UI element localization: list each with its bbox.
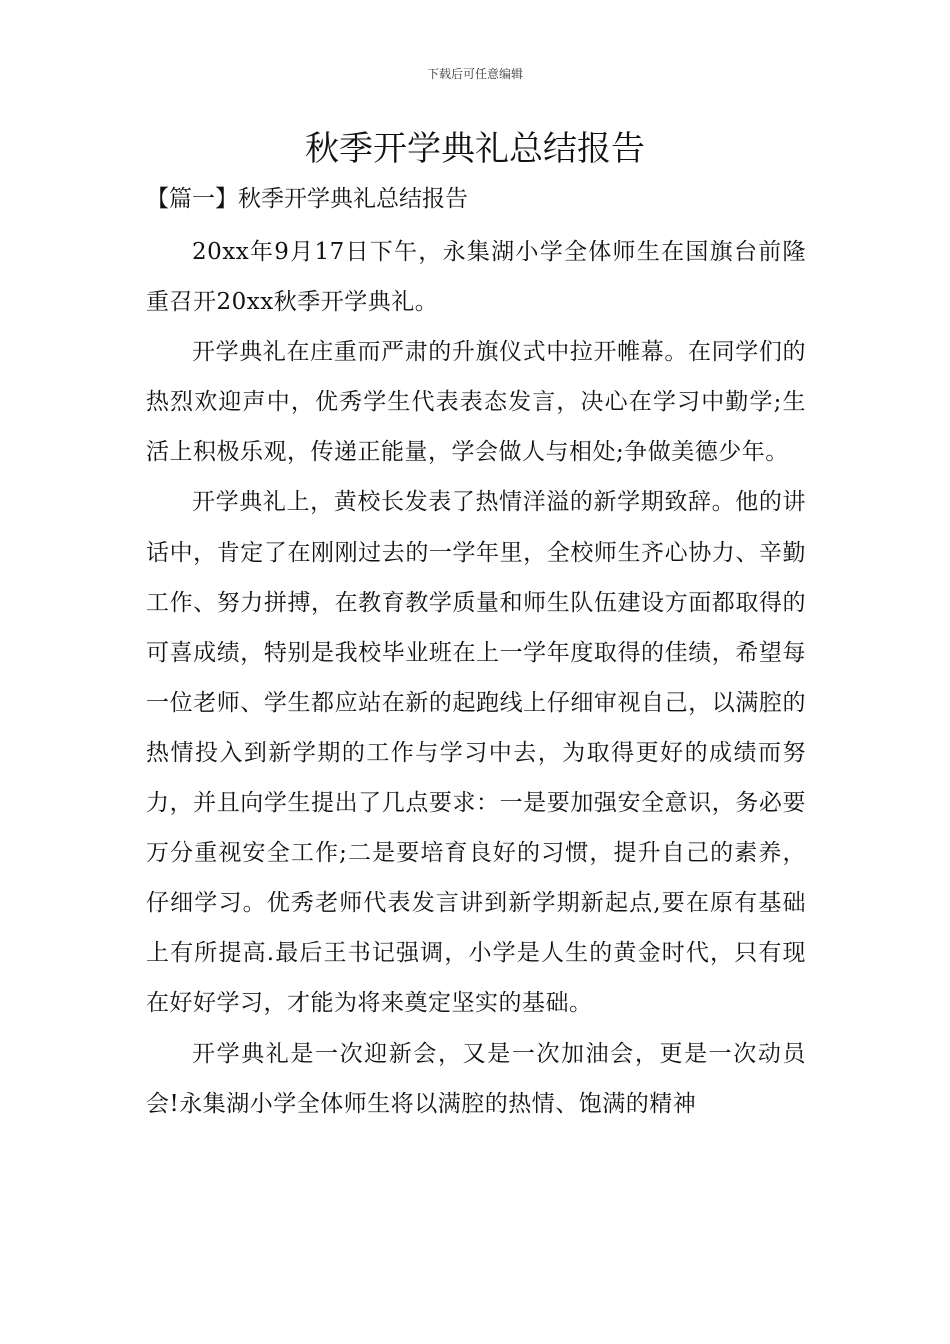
paragraph: 20xx年9月17日下午，永集湖小学全体师生在国旗台前隆重召开20xx秋季开学典礼。 [146,239,806,316]
paragraph: 开学典礼上，黄校长发表了热情洋溢的新学期致辞。他的讲话中，肯定了在刚刚过去的一学年里，全校师生齐心协力、辛勤工作、努力拼搏，在教育教学质量和师生队伍建设方面都取得的可喜成绩，特别是我校毕业班在上一学年度取得的佳绩，希望每一位老师、学生都应站在新的起跑线上仔细审视自己，以满腔的热情投入到新学期的工作与学习中去，为取得更好的成绩而努力，并且向学生提出了几点要求：一是要加强安全意识，务必要万分重视安全工作;二是要培育良好的习惯，提升自己的素养，仔细学习。优秀老师代表发言讲到新学期新起点,要在原有基础上有所提高.最后王书记强调，小学是人生的黄金时代，只有现在好好学习，才能为将来奠定坚实的基础。 [146,489,806,1017]
document-title: 秋季开学典礼总结报告 [305,129,645,169]
section-heading: 【篇一】秋季开学典礼总结报告 [146,186,468,212]
paragraph: 开学典礼在庄重而严肃的升旗仪式中拉开帷幕。在同学们的热烈欢迎声中，优秀学生代表表态发言，决心在学习中勤学;生活上积极乐观，传递正能量，学会做人与相处;争做美德少年。 [146,339,806,466]
paragraph: 开学典礼是一次迎新会，又是一次加油会，更是一次动员会!永集湖小学全体师生将以满腔的热情、饱满的精神 [146,1040,806,1117]
body-text [146,227,806,1129]
header-note: 下载后可任意编辑 [426,67,523,81]
